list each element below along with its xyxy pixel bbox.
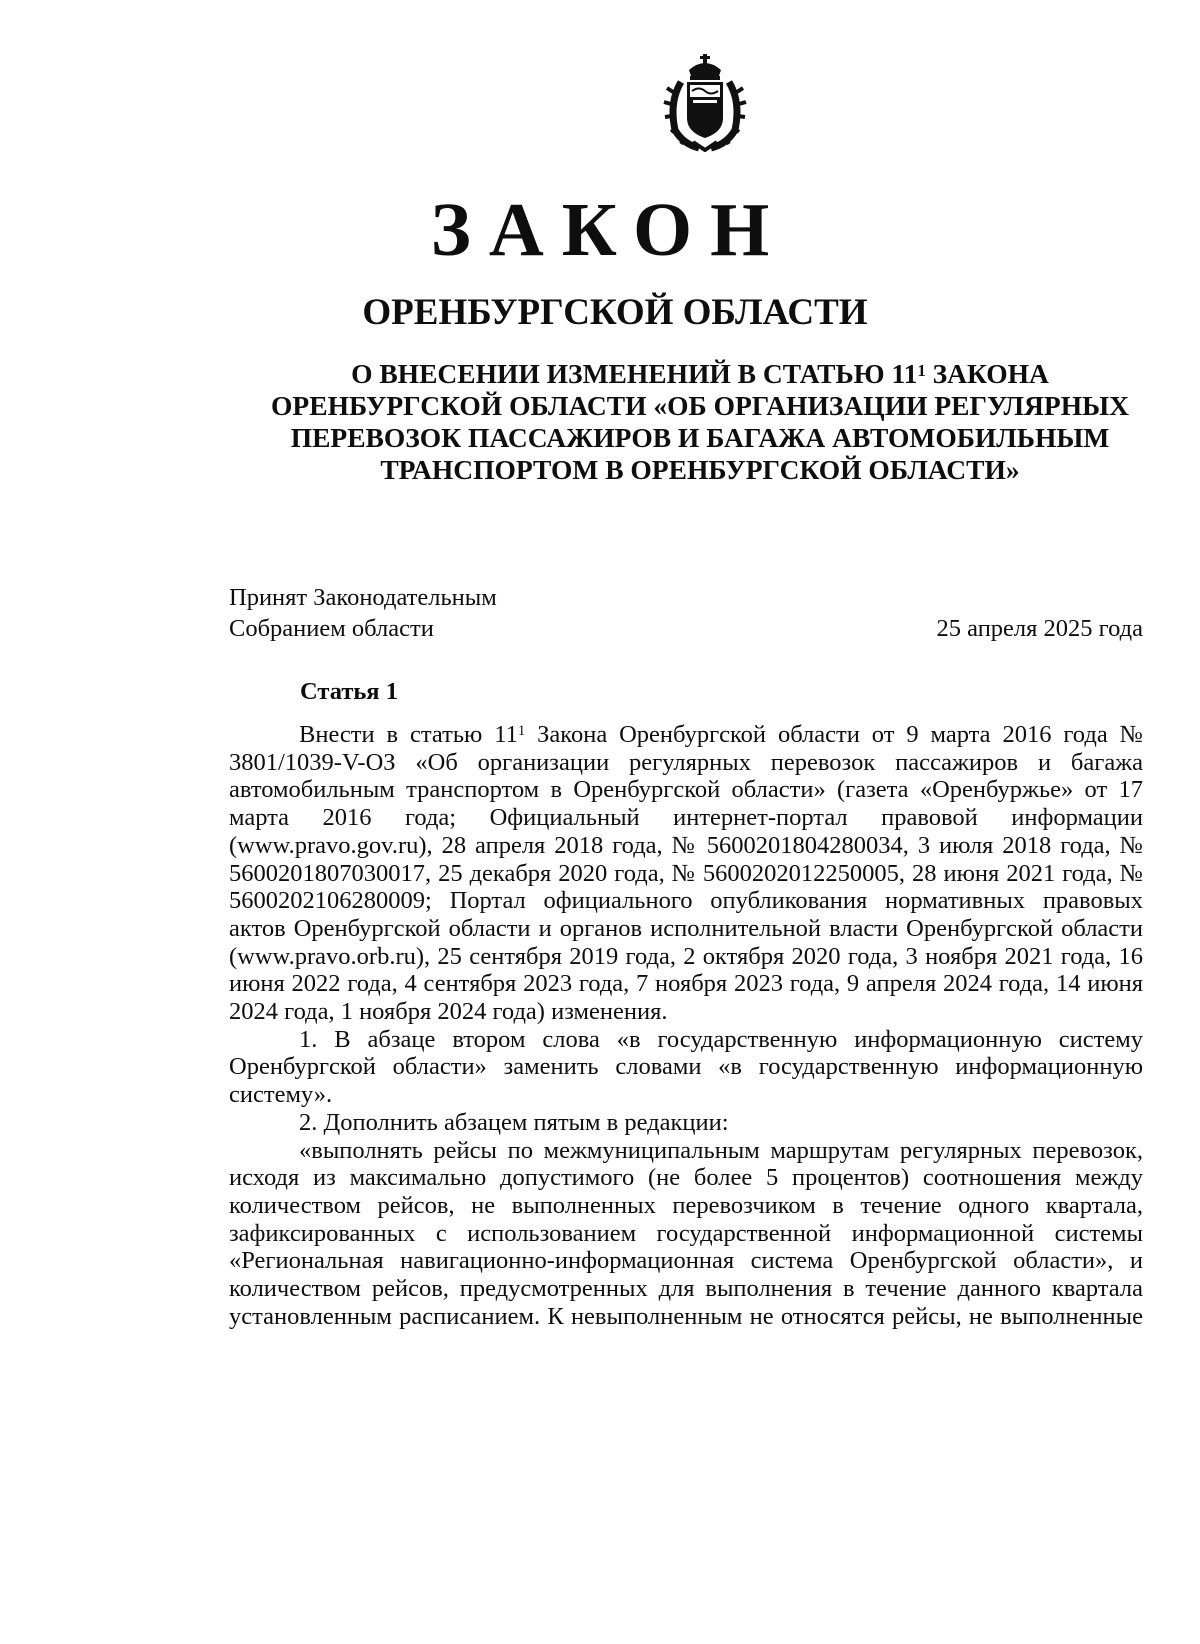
adoption-line-2: Собранием области [229,615,434,642]
article-body [229,721,1143,1330]
subject-line: ТРАНСПОРТОМ В ОРЕНБУРГСКОЙ ОБЛАСТИ» [380,454,1020,485]
adoption-line-1: Принят Законодательным [229,584,497,611]
region-title: ОРЕНБУРГСКОЙ ОБЛАСТИ [362,292,868,333]
article-heading: Статья 1 [300,678,398,705]
document-type-title: ЗАКОН [430,188,788,272]
article-intro-paragraph: Внести в статью $11^1$ Закона Оренбургской области от 9 марта 2016 года № 3801/1039-V-ОЗ «Об организации регулярных перевозок пассажиров и багажа автомобильным транспортом в Оренбургской области» (газета «Оренбуржье» от 17 марта 2016 года; Официальный интернет-портал правовой информации (www.pravo.gov.ru), 28 апреля 2018 года, № 5600201804280034, 3 июля 2018 года, № 5600201807030017, 25 декабря 2020 года, № 5600202012250005, 28 июня 2021 года, № 5600202106280009; Портал официального опубликования нормативных правовых актов Оренбургской области и органов исполнительной власти Оренбургской области (www.pravo.orb.ru), 25 сентября 2019 года, 2 октября 2020 года, 3 ноября 2021 года, 16 июня 2022 года, 4 сентября 2023 года, 7 ноября 2023 года, 9 апреля 2024 года, 14 июня 2024 года, 1 ноября 2024 года) изменения. [229,721,1143,1026]
amendment-item-1: 1. В абзаце втором слова «в государственную информационную систему Оренбургской области» заменить словами «в государственную информационную систему». [229,1025,1143,1109]
coat-of-arms-icon [659,52,751,152]
amendment-item-2: 2. Дополнить абзацем пятым в редакции: [299,1108,729,1136]
adoption-date: 25 апреля 2025 года [936,615,1143,642]
subject-line: ОРЕНБУРГСКОЙ ОБЛАСТИ «ОБ ОРГАНИЗАЦИИ РЕГУЛЯРНЫХ [271,390,1129,421]
law-subject-title [260,358,1140,486]
adoption-note [229,582,497,644]
quoted-amendment-text: «выполнять рейсы по межмуниципальным маршрутам регулярных перевозок, исходя из максимально допустимого (не более 5 процентов) соотношения между количеством рейсов, не выполненных перевозчиком в течение одного квартала, зафиксированных с использованием государственной информационной системы «Региональная навигационно-информационная система Оренбургской области», и количеством рейсов, предусмотренных для выполнения в течение данного квартала установленным расписанием. К невыполненным не относятся рейсы, не выполненные [229,1136,1143,1330]
subject-line: ПЕРЕВОЗОК ПАССАЖИРОВ И БАГАЖА АВТОМОБИЛЬНЫМ [290,422,1110,453]
subject-line: О ВНЕСЕНИИ ИЗМЕНЕНИЙ В СТАТЬЮ $11^1$ ЗАКОНА [351,358,1049,389]
